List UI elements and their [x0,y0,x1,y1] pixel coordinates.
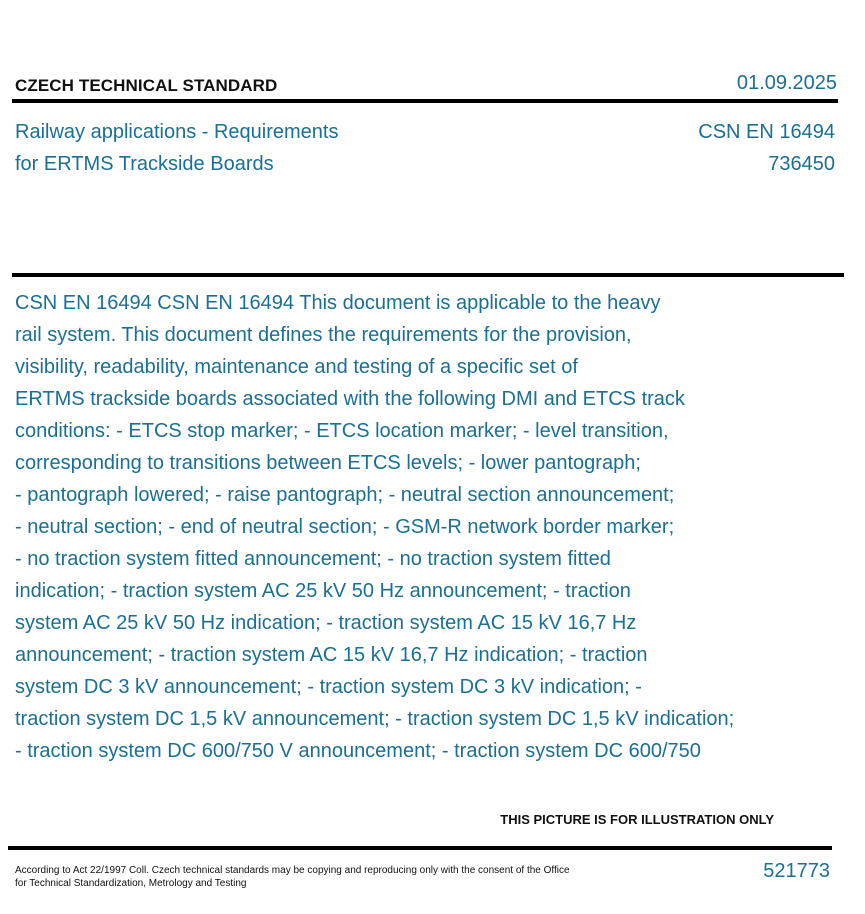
abstract-line: - traction system DC 600/750 V announcement; - traction system DC 600/750 [15,740,701,762]
title-line-1: Railway applications - Requirements [15,121,339,143]
illustration-notice: THIS PICTURE IS FOR ILLUSTRATION ONLY [500,812,774,827]
abstract-text [15,287,815,767]
legal-notice [15,864,595,890]
footer-divider [8,846,832,850]
class-code: 736450 [768,153,835,175]
abstract-line: ERTMS trackside boards associated with the following DMI and ETCS track [15,388,685,410]
abstract-line: - neutral section; - end of neutral section; - GSM-R network border marker; [15,516,675,538]
legal-line-1: According to Act 22/1997 Coll. Czech technical standards may be copying and reproducing only with the consent of the Office [15,865,570,876]
standard-code: CSN EN 16494 [698,121,835,143]
abstract-line: corresponding to transitions between ETCS levels; - lower pantograph; [15,452,641,474]
document-number: 521773 [763,860,830,882]
document-type: CZECH TECHNICAL STANDARD [15,76,278,95]
section-divider [12,273,844,277]
abstract-line: - pantograph lowered; - raise pantograph; - neutral section announcement; [15,484,675,506]
title-line-2: for ERTMS Trackside Boards [15,153,274,175]
abstract-line: visibility, readability, maintenance and testing of a specific set of [15,356,578,378]
abstract-line: announcement; - traction system AC 15 kV 16,7 Hz indication; - traction [15,644,648,666]
header-divider [12,99,838,103]
abstract-line: rail system. This document defines the requirements for the provision, [15,324,632,346]
abstract-line: CSN EN 16494 CSN EN 16494 This document is applicable to the heavy [15,292,661,314]
abstract-line: traction system DC 1,5 kV announcement; - traction system DC 1,5 kV indication; [15,708,735,730]
abstract-line: system DC 3 kV announcement; - traction system DC 3 kV indication; - [15,676,642,698]
standard-title [15,116,338,180]
publication-date: 01.09.2025 [736,72,837,94]
standard-identifiers [698,116,835,180]
abstract-line: conditions: - ETCS stop marker; - ETCS location marker; - level transition, [15,420,669,442]
legal-line-2: for Technical Standardization, Metrology and Testing [15,878,247,889]
abstract-line: system AC 25 kV 50 Hz indication; - traction system AC 15 kV 16,7 Hz [15,612,637,634]
abstract-line: - no traction system fitted announcement; - no traction system fitted [15,548,611,570]
abstract-line: indication; - traction system AC 25 kV 50 Hz announcement; - traction [15,580,631,602]
